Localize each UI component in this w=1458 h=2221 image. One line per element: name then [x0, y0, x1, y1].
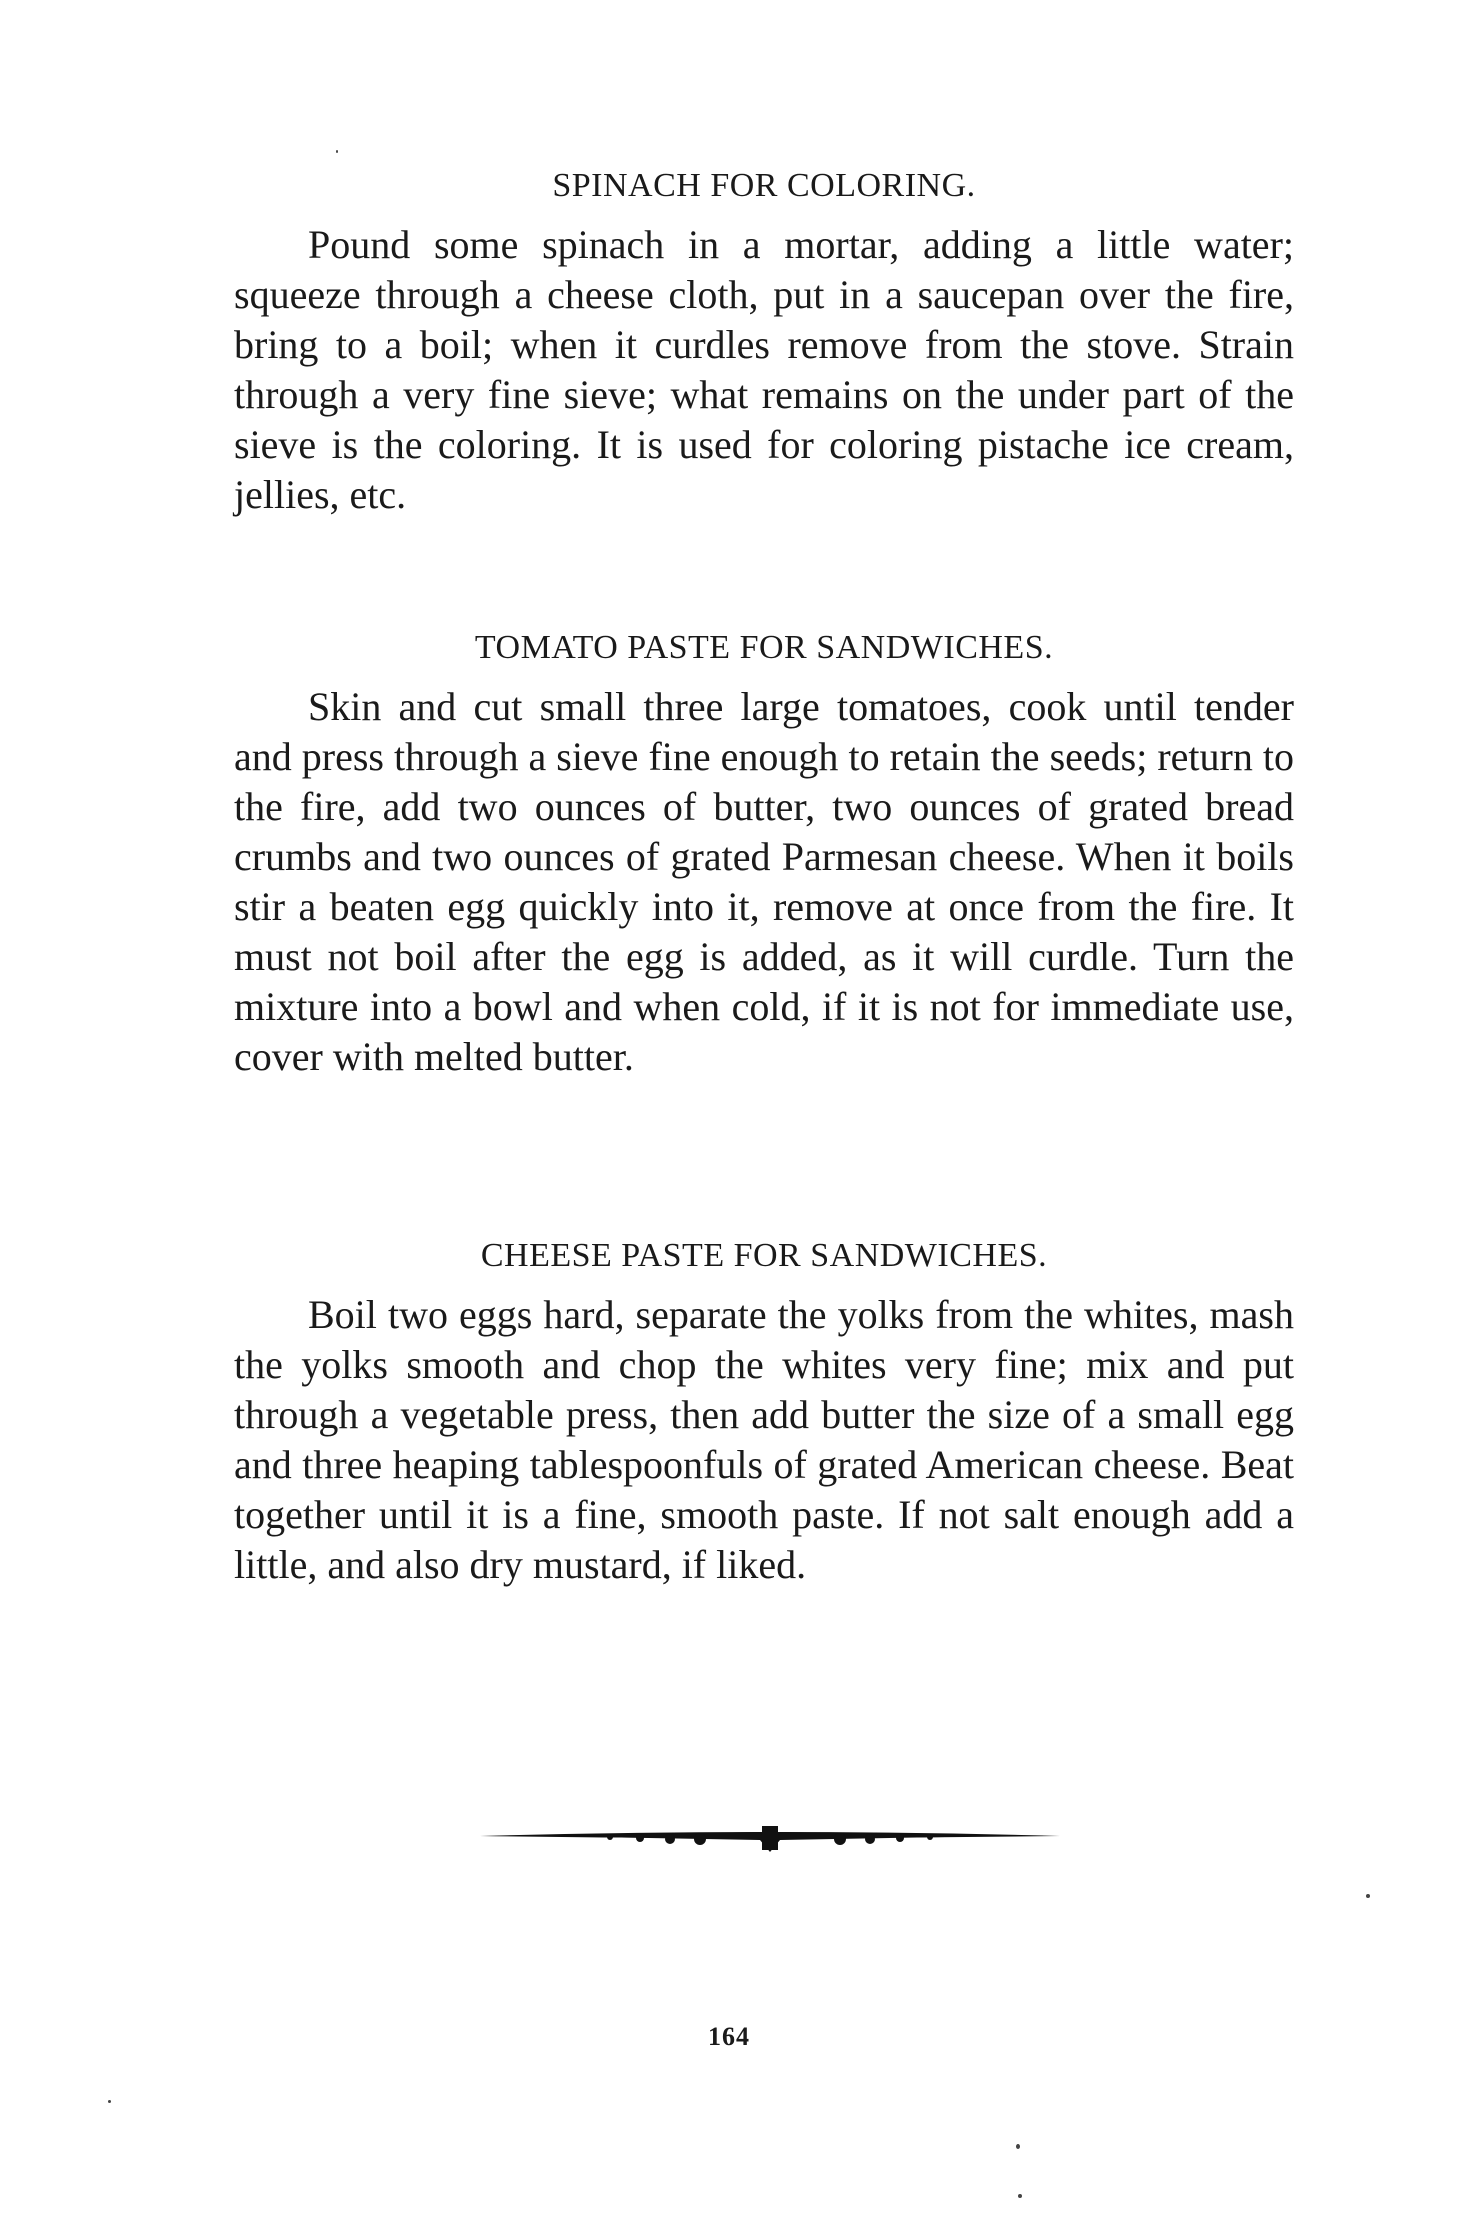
paper-speck [108, 2100, 111, 2103]
page-number: 164 [708, 2022, 750, 2051]
recipe-tomato-paste [234, 628, 1294, 1082]
recipe-text: Skin and cut small three large tomatoes, cook until tender and press through a sieve fine enough to retain the seeds; return to the fire, add two ounces of butter, two ounces of grated bread crumbs and two ounces of grated Parmesan cheese. When it boils stir a beaten egg quickly into it, remove at once from the fire. It must not boil after the egg is added, as it will curdle. Turn the mixture into a bowl and when cold, if it is not for immediate use, cover with melted butter. [234, 684, 1294, 1079]
recipe-title: TOMATO PASTE FOR SANDWICHES. [474, 629, 1054, 666]
recipe-spinach-for-coloring [234, 166, 1294, 520]
paper-speck [1018, 2194, 1022, 2198]
paper-speck [1366, 1894, 1370, 1898]
recipe-title: SPINACH FOR COLORING. [552, 167, 976, 204]
paper-speck [336, 150, 338, 153]
ornament-divider-icon [480, 1818, 1060, 1854]
recipe-text: Pound some spinach in a mortar, adding a little water; squeeze through a cheese cloth, put in a saucepan over the fire, bring to a boil; when it curdles remove from the stove. Strain through a very fine sieve; what remains on the under part of the sieve is the coloring. It is used for coloring pistache ice cream, jellies, etc. [234, 222, 1294, 517]
recipe-title: CHEESE PASTE FOR SANDWICHES. [480, 1237, 1048, 1274]
recipe-text: Boil two eggs hard, separate the yolks from the whites, mash the yolks smooth and chop the whites very fine; mix and put through a vegetable press, then add butter the size of a small egg and three heaping tablespoonfuls of grated American cheese. Beat together until it is a fine, smooth paste. If not salt enough add a little, and also dry mustard, if liked. [234, 1292, 1294, 1587]
paper-speck [1016, 2144, 1020, 2149]
recipe-cheese-paste [234, 1236, 1294, 1590]
